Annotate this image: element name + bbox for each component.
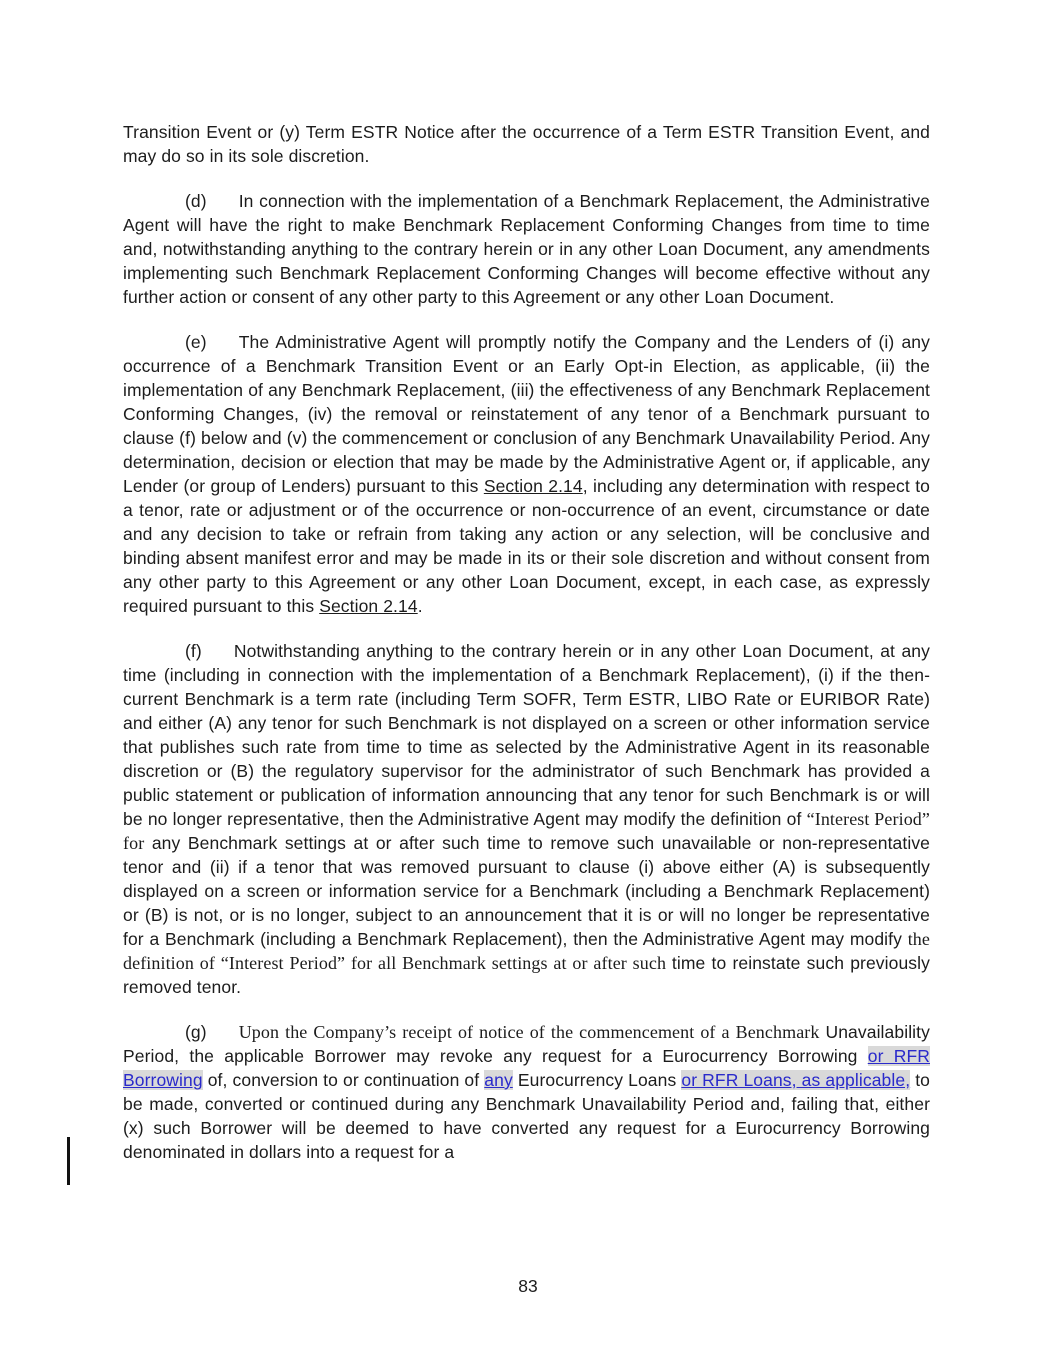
text-run: . [417,596,423,616]
text-run: The Administrative Agent will promptly notify the Company and the Lenders of (i) any occurrence of a Benchmark Transition Event or an Early Opt-in Election, as applicable, (ii) the implementation of any Benchmark Replacement, (iii) the effectiveness of any Benchmark Replacement Conforming Changes, (iv) the removal or reinstatement of any tenor of a Benchmark pursuant to clause (f) below and (v) the commencement or conclusion of any Benchmark Unavailability Period. Any determination, decision or election that may be made by the Administrative Agent or, if applicable, any Lender (or group of Lenders) pursuant to this [123,332,930,496]
text-run: any Benchmark settings at or after such time to remove such unavailable or non-representative tenor and (ii) if a tenor that was removed pursuant to clause (i) above either (A) is subsequently displayed on a screen or information service for a Benchmark (including a Benchmark Replacement) or (B) is not, or is no longer, subject to an announcement that it is or will no longer be representative for a Benchmark (including a Benchmark Replacement), then the Administrative Agent may modify [123,833,930,949]
text-run: Eurocurrency Loans [512,1070,682,1090]
text-run: In connection with the implementation of a Benchmark Replacement, the Administrative Agent will have the right to make Benchmark Replacement Conforming Changes from time to time and, notwithstanding anything to the contrary herein or in any other Loan Document, any amendments implementing such Benchmark Replacement Conforming Changes will become effective without any further action or consent of any other party to this Agreement or any other Loan Document. [123,191,930,307]
paragraph [123,330,930,618]
inserted-text: or RFR Borrowing [123,1046,930,1090]
paragraph [123,120,930,168]
document-body [123,120,930,1185]
paragraph-marker: (f) [185,641,202,661]
text-run: Transition Event or (y) Term ESTR Notice after the occurrence of a Term ESTR Transition Event, and may do so in its sole discretion. [123,122,930,166]
page-number: 83 [518,1276,538,1296]
text-run: , including any determination with respect to a tenor, rate or adjustment or of the occurrence or non-occurrence of an event, circumstance or date and any decision to take or refrain from taking any action or any selection, will be conclusive and binding absent manifest error and may be made in its or their sole discretion and without consent from any other party to this Agreement or any other Loan Document, except, in each case, as expressly required pursuant to this [123,476,931,616]
inserted-text: any [484,1070,513,1090]
text-run: Unavailability Period, the applicable Borrower may revoke any request for a Eurocurrency Borrowing [123,1022,930,1066]
change-bar [67,1137,70,1185]
paragraph [123,1020,930,1164]
text-run: Notwithstanding anything to the contrary herein or in any other Loan Document, at any time (including in connection with the implementation of a Benchmark Replacement), (i) if the then-current Benchmark is a term rate (including Term SOFR, Term ESTR, LIBO Rate or EURIBOR Rate) and either (A) any tenor for such Benchmark is not displayed on a screen or other information service that publishes such rate from time to time as selected by the Administrative Agent in its reasonable discretion or (B) the regulatory supervisor for the administrator of such Benchmark has provided a public statement or publication of information announcing that any tenor for such Benchmark is or will be no longer representative, then the Administrative Agent may modify the definition of [123,641,930,829]
section-reference: Section 2.14 [483,476,583,496]
paragraph-marker: (e) [185,332,207,352]
text-run-serif: Upon the Company’s receipt of notice of the commencement of a Benchmark [238,1022,826,1042]
text-run: time to reinstate such previously removed tenor. [123,953,930,997]
text-run: to be made, converted or continued during any Benchmark Unavailability Period and, failing that, either (x) such Borrower will be deemed to have converted any request for a Eurocurrency Borrowing denominated in dollars into a request for a [123,1070,930,1162]
section-reference: Section 2.14 [319,596,418,616]
paragraph-marker: (g) [185,1022,207,1042]
paragraph [123,639,930,999]
text-run: of, conversion to or continuation of [202,1070,485,1090]
inserted-text: or RFR Loans, as applicable, [681,1070,911,1090]
paragraph [123,189,930,309]
text-run-serif: the definition of “Interest Period” for all Benchmark settings at or after such [123,929,930,973]
paragraphs [123,120,930,1164]
paragraph-marker: (d) [185,191,207,211]
text-run-serif: “Interest Period” for [123,809,930,853]
